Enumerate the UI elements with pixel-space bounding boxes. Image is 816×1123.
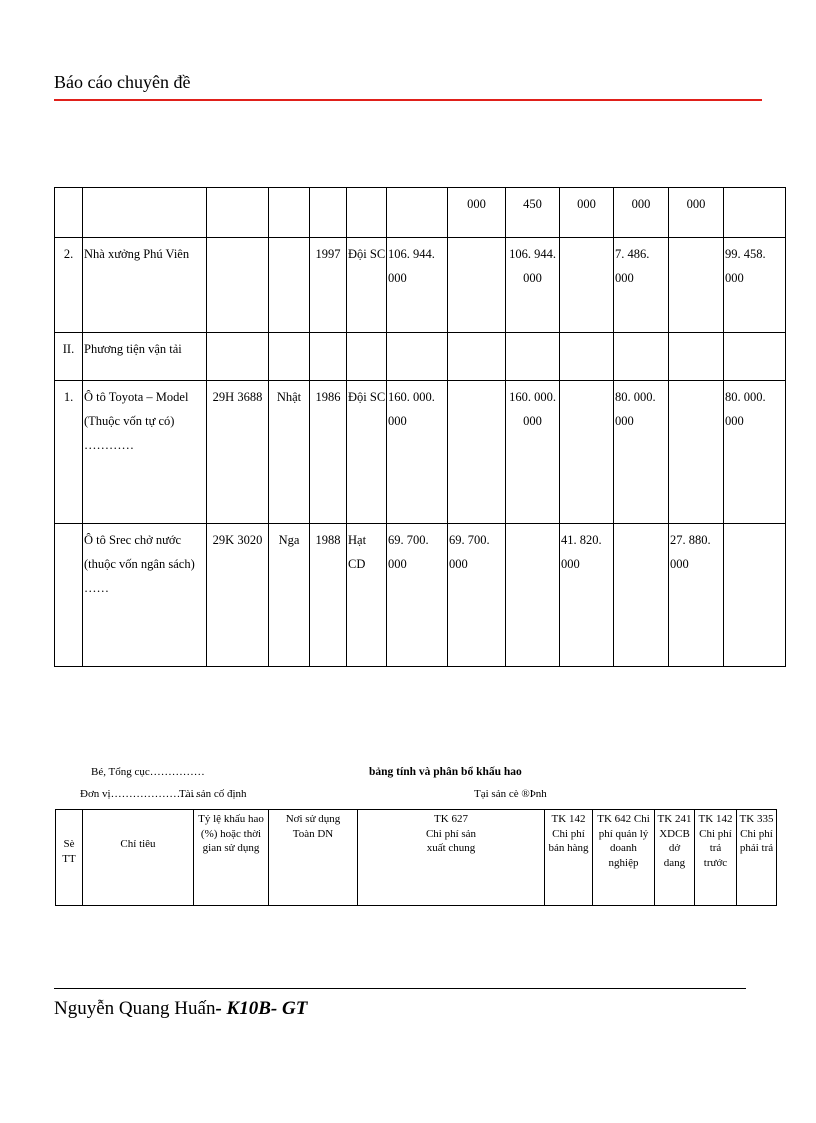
ministry-line: Bé, Tổng cục……………: [91, 766, 205, 778]
table-cell: Đội SC: [347, 381, 387, 524]
table-cell: 000: [560, 188, 614, 238]
header-tk335: TK 335 Chi phí phải trả: [737, 810, 777, 906]
table-cell: 29H 3688: [207, 381, 269, 524]
unit-line: Đơn vị……………………: [80, 788, 199, 800]
table-cell: 000: [669, 188, 724, 238]
table-cell: 106. 944. 000: [506, 238, 560, 333]
table-cell: 1988: [310, 524, 347, 667]
fixed-asset-label-garbled: Tại sản cè ®Þnh: [474, 788, 547, 800]
allocation-table-title: bảng tính và phân bổ khấu hao: [369, 766, 522, 778]
header-tk627: TK 627 Chi phí sản xuất chung: [358, 810, 545, 906]
table-cell: 69. 700. 000: [448, 524, 506, 667]
table-cell: 1986: [310, 381, 347, 524]
table-cell: 1.: [55, 381, 83, 524]
header-tk642: TK 642 Chi phí quản lý doanh nghiệp: [593, 810, 655, 906]
footer-author: Nguyễn Quang Huấn- K10B- GT: [54, 998, 308, 1019]
table-header-row: [56, 810, 777, 906]
table-cell: II.: [55, 333, 83, 381]
table-cell: Nga: [269, 524, 310, 667]
header-tk241: TK 241 XDCB dở dang: [655, 810, 695, 906]
table-cell: 160. 000. 000: [506, 381, 560, 524]
table-row: [55, 381, 786, 524]
asset-table: [54, 187, 786, 667]
table-cell: 69. 700. 000: [387, 524, 448, 667]
table-cell: 41. 820. 000: [560, 524, 614, 667]
footer-class: - K10B- GT: [215, 998, 308, 1019]
table-cell: 2.: [55, 238, 83, 333]
table-cell: 99. 458. 000: [724, 238, 786, 333]
table-cell: 000: [448, 188, 506, 238]
table-cell: Nhà xưởng Phú Viên: [83, 238, 207, 333]
table-cell: 80. 000. 000: [724, 381, 786, 524]
table-cell: 29K 3020: [207, 524, 269, 667]
fixed-asset-label: Tài sản cố định: [179, 788, 247, 800]
header-stt: Sè TT: [56, 810, 83, 906]
header-divider: [54, 99, 762, 101]
header-noi-su-dung: Nơi sử dụng Toàn DN: [269, 810, 358, 906]
table-row: [55, 188, 786, 238]
table-cell: 7. 486. 000: [614, 238, 669, 333]
table-cell: Đội SC: [347, 238, 387, 333]
table-cell: Phương tiện vận tải: [83, 333, 207, 381]
table-cell: 27. 880. 000: [669, 524, 724, 667]
table-cell: 106. 944. 000: [387, 238, 448, 333]
table-cell: Ô tô Toyota – Model (Thuộc vốn tự có) …………: [83, 381, 207, 524]
table-cell: 000: [614, 188, 669, 238]
page-header-title: Báo cáo chuyên đề: [54, 72, 191, 92]
table-row: [55, 524, 786, 667]
header-tk142-tra-truoc: TK 142 Chi phí trả trước: [695, 810, 737, 906]
table-cell: 80. 000. 000: [614, 381, 669, 524]
table-cell: Ô tô Srec chở nước (thuộc vốn ngân sách) ……: [83, 524, 207, 667]
table-row: [55, 333, 786, 381]
table-cell: 1997: [310, 238, 347, 333]
header-ty-le: Tỷ lệ khấu hao (%) hoặc thời gian sử dụng: [194, 810, 269, 906]
table-cell: 160. 000. 000: [387, 381, 448, 524]
header-chi-tieu: Chỉ tiêu: [83, 810, 194, 906]
footer-divider: [54, 988, 746, 989]
header-tk142-ban-hang: TK 142 Chi phí bán hàng: [545, 810, 593, 906]
table-cell: Nhật: [269, 381, 310, 524]
table-cell: 450: [506, 188, 560, 238]
table-row: [55, 238, 786, 333]
depreciation-allocation-table: [55, 809, 777, 906]
table-cell: Hạt CD: [347, 524, 387, 667]
